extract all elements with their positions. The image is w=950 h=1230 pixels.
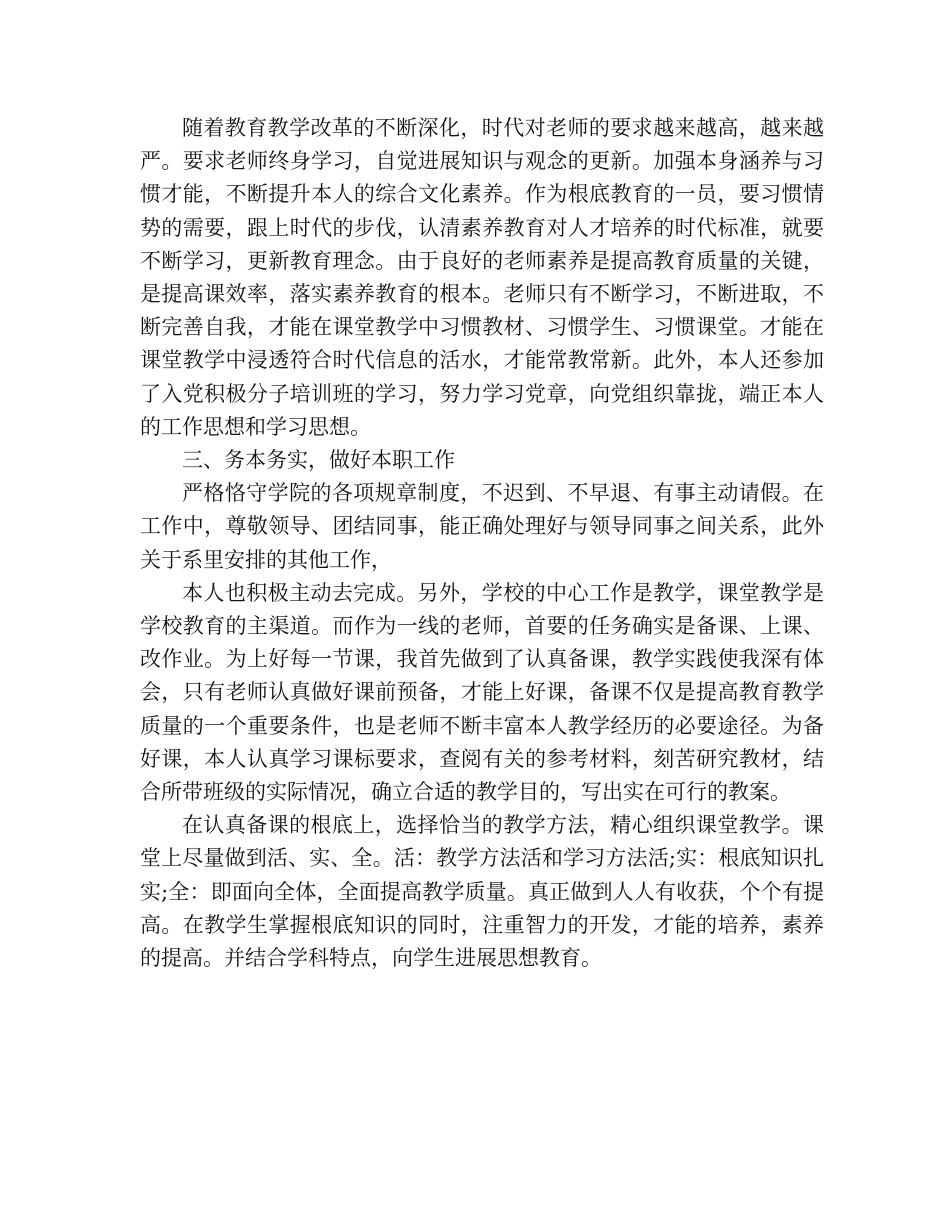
section-heading-duties: 三、务本务实，做好本职工作 [182, 448, 455, 473]
paragraph-teacher-learning: 随着教育教学改革的不断深化，时代对老师的要求越来越高，越来越严。要求老师终身学习，自觉进展知识与观念的更新。加强本身涵养与习惯才能，不断提升本人的综合文化素养。作为根底教育的一员，要习惯情势的需要，跟上时代的步伐，认清素养教育对人才培养的时代标准，就要不断学习，更新教育理念。由于良好的老师素养是提高教育质量的关键，是提高课效率，落实素养教育的根本。老师只有不断学习，不断进取，不断完善自我，才能在课堂教学中习惯教材、习惯学生、习惯课堂。才能在课堂教学中浸透符合时代信息的活水，才能常教常新。此外，本人还参加了入党积极分子培训班的学习，努力学习党章，向党组织靠拢，端正本人的工作思想和学习思想。 [140, 116, 824, 439]
paragraph-lesson-preparation: 本人也积极主动去完成。另外，学校的中心工作是教学，课堂教学是学校教育的主渠道。而作为一线的老师，首要的任务确实是备课、上课、改作业。为上好每一节课，我首先做到了认真备课，教学实践使我深有体会，只有老师认真做好课前预备，才能上好课，备课不仅是提高教育教学质量的一个重要条件，也是老师不断丰富本人教学经历的必要途径。为备好课，本人认真学习课标要求，查阅有关的参考材料，刻苦研究教材，结合所带班级的实际情况，确立合适的教学目的，写出实在可行的教案。 [140, 580, 824, 805]
document-page [140, 112, 824, 975]
paragraph-classroom-teaching: 在认真备课的根底上，选择恰当的教学方法，精心组织课堂教学。课堂上尽量做到活、实、全。活：教学方法活和学习方法活;实：根底知识扎实;全：即面向全体，全面提高教学质量。真正做到人人有收获，个个有提高。在教学生掌握根底知识的同时，注重智力的开发，才能的培养，素养的提高。并结合学科特点，向学生进展思想教育。 [140, 813, 824, 971]
paragraph-rules-compliance: 严格恪守学院的各项规章制度，不迟到、不早退、有事主动请假。在工作中，尊敬领导、团结同事，能正确处理好与领导同事之间关系，此外关于系里安排的其他工作， [140, 481, 824, 572]
